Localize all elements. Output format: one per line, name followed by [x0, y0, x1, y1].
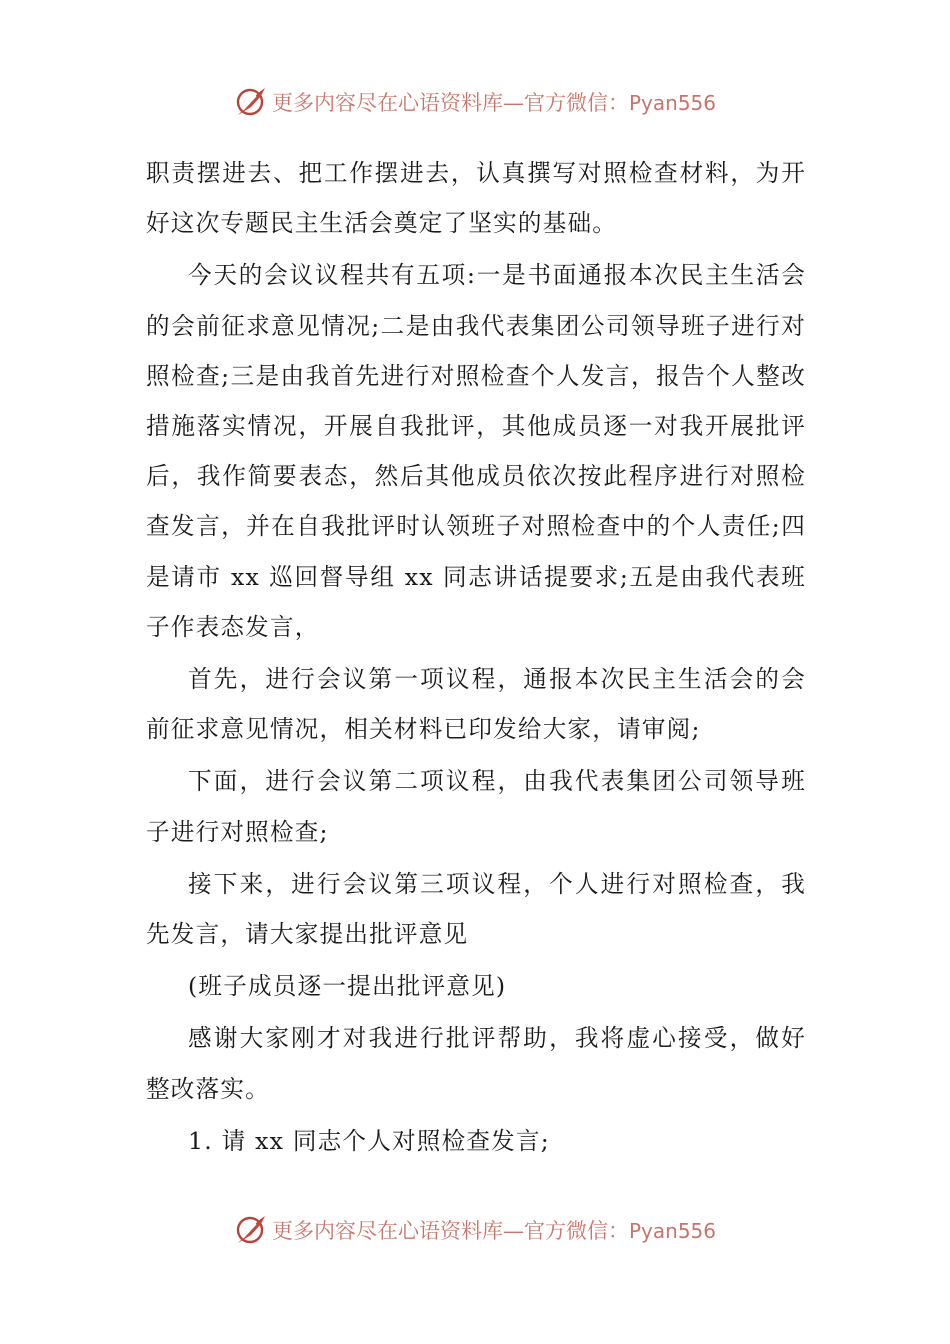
document-body — [146, 148, 806, 1168]
footer-banner — [0, 1210, 950, 1250]
header-banner — [0, 82, 950, 122]
banner-text: 更多内容尽在心语资料库—官方微信：Pyan556 — [271, 91, 716, 115]
banner-text: 更多内容尽在心语资料库—官方微信：Pyan556 — [271, 1219, 716, 1243]
wechat-id: Pyan556 — [628, 1219, 716, 1243]
paragraph-7: 感谢大家刚才对我进行批评帮助，我将虚心接受，做好整改落实。 — [146, 1024, 806, 1103]
paragraph-3: 首先，进行会议第一项议程，通报本次民主生活会的会前征求意见情况，相关材料已印发给大家，请审阅; — [146, 665, 806, 744]
wechat-id: Pyan556 — [628, 91, 716, 115]
paragraph-8: 1. 请 xx 同志个人对照检查发言; — [188, 1126, 550, 1155]
paragraph-2: 今天的会议议程共有五项:一是书面通报本次民主生活会的会前征求意见情况;二是由我代表集团公司领导班子进行对照检查;三是由我首先进行对照检查个人发言，报告个人整改措施落实情况，开展自我批评，其他成员逐一对我开展批评后，我作简要表态，然后其他成员依次按此程序进行对照检查发言，并在自我批评时认领班子对照检查中的个人责任;四是请市 xx 巡回督导组 xx 同志讲话提要求;五是由我代表班子作表态发言， — [146, 261, 806, 641]
paragraph-6: (班子成员逐一提出批评意见) — [188, 972, 507, 1001]
paragraph-5: 接下来，进行会议第三项议程，个人进行对照检查，我先发言，请大家提出批评意见 — [146, 869, 806, 949]
paragraph-4: 下面，进行会议第二项议程，由我代表集团公司领导班子进行对照检查; — [146, 767, 806, 846]
quill-logo-icon — [234, 1213, 268, 1247]
quill-logo-icon — [234, 85, 268, 119]
paragraph-1: 职责摆进去、把工作摆进去，认真撰写对照检查材料，为开好这次专题民主生活会奠定了坚实的基础。 — [146, 159, 806, 238]
